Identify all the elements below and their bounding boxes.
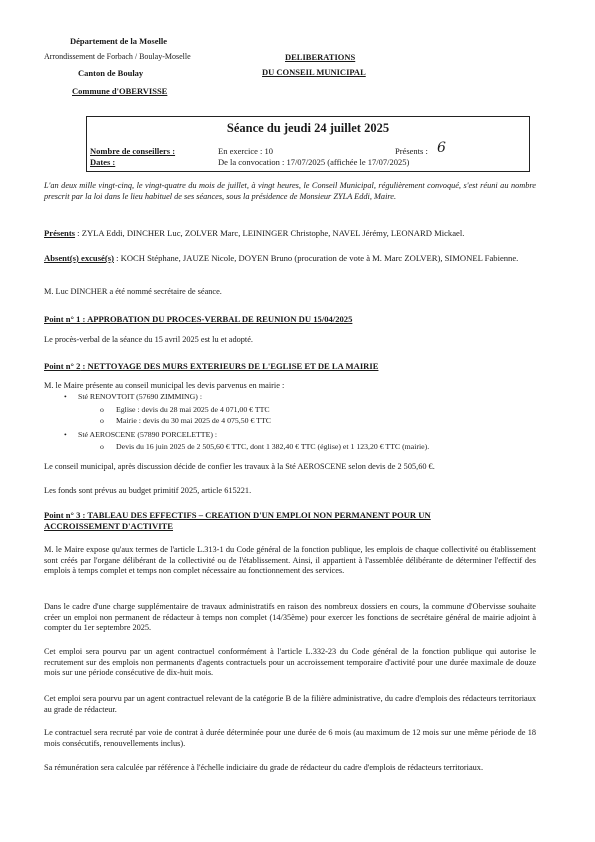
conseil-municipal-title: DU CONSEIL MUNICIPAL: [262, 67, 366, 77]
absents-paragraph: [44, 253, 536, 264]
absents-label: Absent(s) excusé(s): [44, 253, 114, 263]
dates-label: Dates :: [90, 157, 116, 167]
presents-names: : ZYLA Eddi, DINCHER Luc, ZOLVER Marc, LEININGER Christophe, NAVEL Jérémy, LEONARD Mickael.: [75, 228, 465, 238]
point1-label: Point n° 1: [44, 314, 81, 324]
point1-text: Le procès-verbal de la séance du 15 avril 2025 est lu et adopté.: [44, 335, 253, 344]
point3-label: Point n° 3: [44, 510, 81, 520]
department-label: Département de la Moselle: [70, 36, 168, 46]
company1-quote-mairie: Mairie : devis du 30 mai 2025 de 4 075,50 € TTC: [116, 416, 271, 425]
point1-heading: [44, 314, 352, 324]
secretary-line: M. Luc DINCHER a été nommé secrétaire de séance.: [44, 287, 222, 296]
seance-title: Séance du jeudi 24 juillet 2025: [226, 121, 390, 135]
intro-paragraph: L'an deux mille vingt-cinq, le vingt-quatre du mois de juillet, à vingt heures, le Conseil Municipal, régulièrement convoqué, s'est réuni au nombre prescrit par la loi dans le lieu habituel de ses séances, sous la présidence de Monsieur ZYLA Eddi, Maire.: [44, 181, 536, 201]
point2-budget: Les fonds sont prévus au budget primitif 2025, article 615221.: [44, 486, 252, 495]
deliberations-title: DELIBERATIONS: [285, 52, 356, 62]
point3-paragraph5: Le contractuel sera recruté par voie de contrat à durée déterminée pour une durée de 6 mois (au maximum de 12 mois sur une même période de 18 mois consécutifs, renouvellements inclus).: [44, 728, 536, 748]
point3-paragraph6: Sa rémunération sera calculée par référence à l'échelle indiciaire du grade de rédacteur du cadre d'emplois de rédacteurs territoriaux.: [44, 763, 484, 772]
absents-names: : KOCH Stéphane, JAUZE Nicole, DOYEN Bruno (procuration de vote à M. Marc ZOLVER), SIMONEL Fabienne.: [113, 253, 519, 263]
point2-title: : NETTOYAGE DES MURS EXTERIEURS DE L'EGLISE ET DE LA MAIRIE: [80, 361, 379, 371]
arrondissement-label: Arrondissement de Forbach / Boulay-Moselle: [44, 52, 191, 61]
convocation-date: De la convocation : 17/07/2025 (affichée le 17/07/2025): [218, 157, 410, 167]
nb-conseillers-label: Nombre de conseillers :: [90, 146, 176, 156]
presents-count-handwritten: 6: [437, 140, 446, 156]
company2-quote: Devis du 16 juin 2025 de 2 505,60 € TTC, dont 1 382,40 € TTC (église) et 1 123,20 € TTC (mairie).: [116, 442, 430, 451]
company2-name: Sté AEROSCENE (57890 PORCELETTE) :: [78, 430, 218, 439]
point2-decision: Le conseil municipal, après discussion décide de confier les travaux à la Sté AEROSCENE selon devis de 2 505,60 €.: [44, 462, 435, 471]
point3-paragraph1: M. le Maire expose qu'aux termes de l'article L.313-1 du Code général de la fonction publique, les emplois de chaque collectivité ou établissement sont créés par l'organe délibérant de la collectivité ou de l'établissement. Ainsi, il appartient à l'assemblée délibérante de déterminer l'effectif des emplois à temps complet et temps non complet nécessaire au fonctionnement des services.: [44, 545, 536, 575]
point2-intro: M. le Maire présente au conseil municipal les devis parvenus en mairie :: [44, 381, 285, 390]
canton-label: Canton de Boulay: [78, 68, 144, 78]
company1-bullet: •: [64, 392, 67, 401]
company2-bullet: •: [64, 430, 67, 439]
point3-paragraph3: Cet emploi sera pourvu par un agent contractuel conformément à l'article L.332-23 du Code général de la fonction publique qui autorise le recrutement sur des emplois non permanents d'agents contractuels pour un accroissement temporaire d'activité pour une durée maximale de douze mois sur une période consécutive de dix-huit mois.: [44, 647, 536, 677]
presents-label: Présents: [44, 228, 76, 238]
point3-title-line2: ACCROISSEMENT D'ACTIVITE: [44, 521, 174, 531]
point3-heading: [44, 510, 431, 520]
point2-heading: [44, 361, 378, 371]
commune-label: Commune d'OBERVISSE: [72, 86, 168, 96]
en-exercice-value: En exercice : 10: [218, 146, 273, 156]
presents-count-label: Présents :: [395, 146, 428, 156]
company1-quote-church: Eglise : devis du 28 mai 2025 de 4 071,00 € TTC: [116, 405, 270, 414]
sub-bullet: o: [100, 405, 104, 414]
point1-title: : APPROBATION DU PROCES-VERBAL DE REUNION DU 15/04/2025: [80, 314, 353, 324]
sub-bullet: o: [100, 442, 104, 451]
presents-paragraph: [44, 228, 536, 239]
sub-bullet: o: [100, 416, 104, 425]
company1-name: Sté RENOVTOIT (57690 ZIMMING) :: [78, 392, 203, 401]
point3-paragraph4: Cet emploi sera pourvu par un agent contractuel relevant de la catégorie B de la filière administrative, du cadre d'emplois des rédacteurs territoriaux au grade de rédacteur.: [44, 694, 536, 714]
point3-title-line1: : TABLEAU DES EFFECTIFS – CREATION D'UN EMPLOI NON PERMANENT POUR UN: [80, 510, 431, 520]
point2-label: Point n° 2: [44, 361, 81, 371]
point3-paragraph2: Dans le cadre d'une charge supplémentaire de travaux administratifs en raison des nombreux dossiers en cours, la commune d'Obervisse souhaite créer un emploi non permanent de rédacteur à temps non complet (14/35ème) pour exercer les fonctions de secrétaire général de mairie adjoint à compter du 1er septembre 2025.: [44, 602, 536, 632]
